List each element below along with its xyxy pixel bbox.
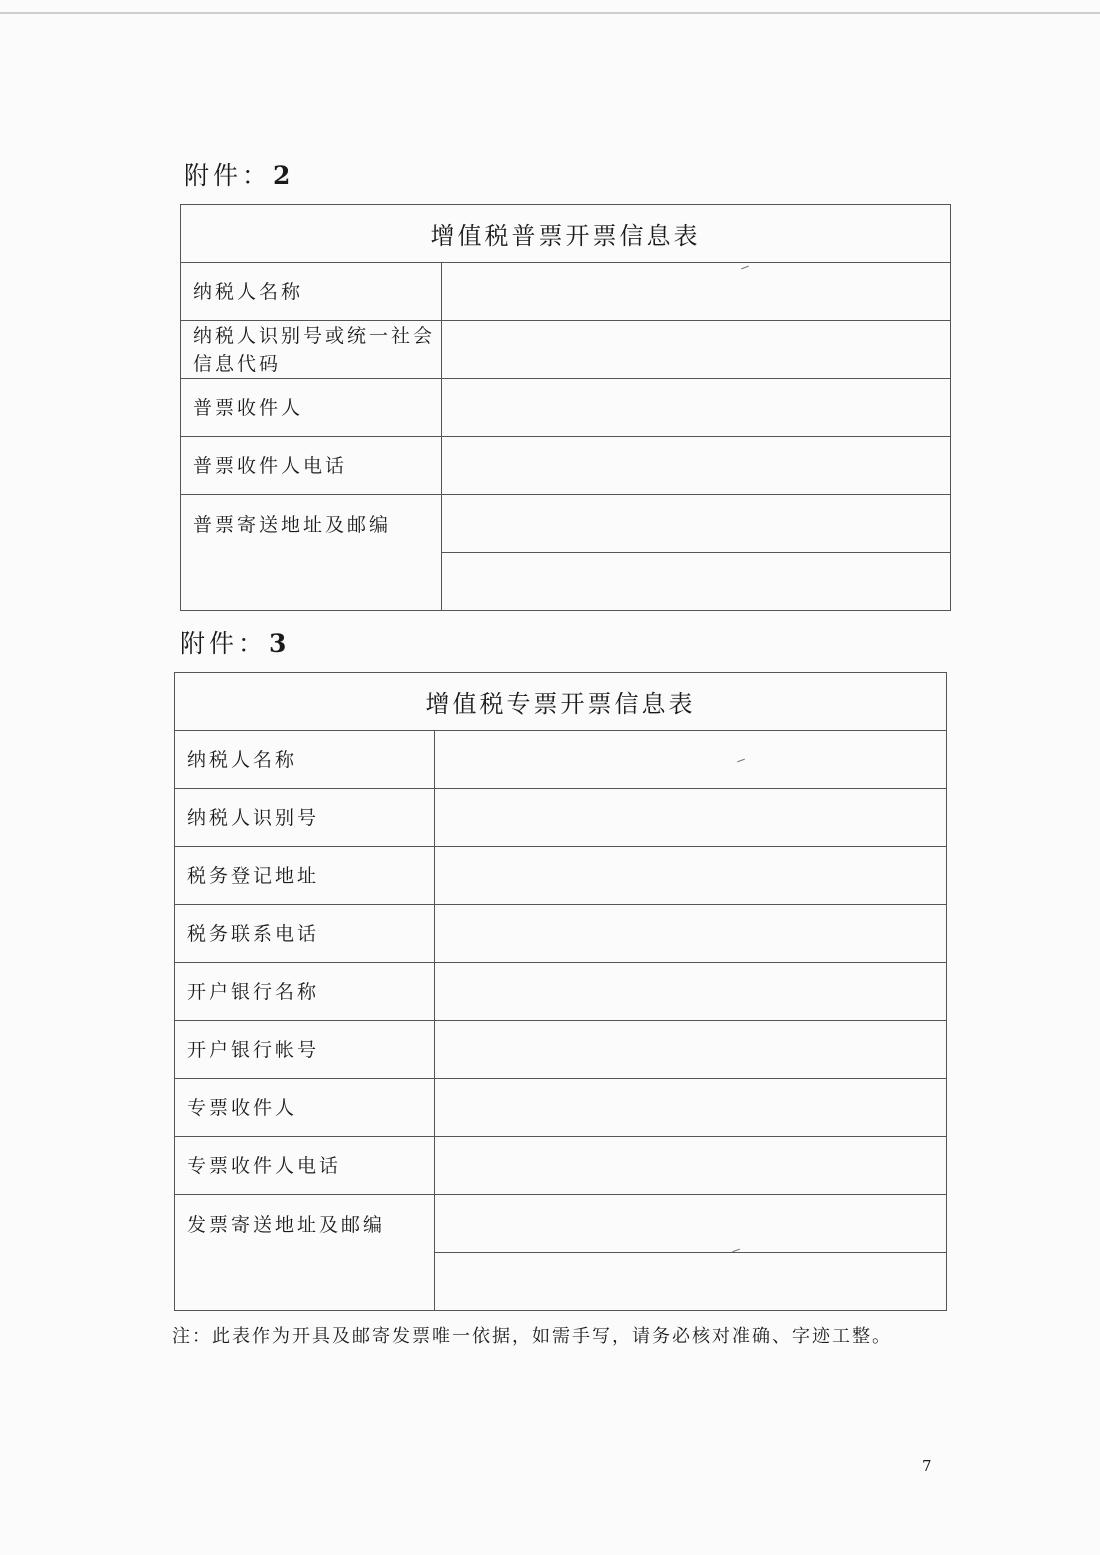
attachment-3-heading bbox=[180, 624, 290, 660]
attachment-2-heading bbox=[184, 156, 294, 192]
tax-contact-phone-label: 税务联系电话 bbox=[175, 905, 435, 963]
invoice-mailing-address-postcode-label: 发票寄送地址及邮编 bbox=[175, 1195, 435, 1311]
invoice-mailing-address-field[interactable] bbox=[435, 1195, 947, 1253]
special-taxpayer-name-label: 纳税人名称 bbox=[175, 731, 435, 789]
tax-registration-address-field[interactable] bbox=[435, 847, 947, 905]
taxpayer-name-field[interactable] bbox=[442, 263, 951, 321]
bank-name-field[interactable] bbox=[435, 963, 947, 1021]
bank-account-label: 开户银行帐号 bbox=[175, 1021, 435, 1079]
general-invoice-recipient-phone-label: 普票收件人电话 bbox=[181, 437, 442, 495]
special-invoice-info-table bbox=[174, 672, 947, 1311]
general-invoice-info-table bbox=[180, 204, 951, 611]
attachment-3-number: 3 bbox=[269, 629, 291, 658]
special-taxpayer-id-label: 纳税人识别号 bbox=[175, 789, 435, 847]
general-invoice-address-postcode-label: 普票寄送地址及邮编 bbox=[181, 495, 442, 611]
general-invoice-address-field[interactable] bbox=[442, 495, 951, 553]
general-invoice-address-field-line-2[interactable] bbox=[442, 553, 951, 611]
general-invoice-recipient-phone-field[interactable] bbox=[442, 437, 951, 495]
special-taxpayer-name-field[interactable] bbox=[435, 731, 947, 789]
special-invoice-recipient-label: 专票收件人 bbox=[175, 1079, 435, 1137]
general-invoice-recipient-label: 普票收件人 bbox=[181, 379, 442, 437]
tax-registration-address-label: 税务登记地址 bbox=[175, 847, 435, 905]
invoice-mailing-address-field-line-2[interactable] bbox=[435, 1253, 947, 1311]
tax-contact-phone-field[interactable] bbox=[435, 905, 947, 963]
general-invoice-recipient-field[interactable] bbox=[442, 379, 951, 437]
page-number: 7 bbox=[922, 1457, 932, 1475]
special-invoice-recipient-phone-field[interactable] bbox=[435, 1137, 947, 1195]
special-invoice-recipient-phone-label: 专票收件人电话 bbox=[175, 1137, 435, 1195]
bank-name-label: 开户银行名称 bbox=[175, 963, 435, 1021]
attachment-2-number: 2 bbox=[273, 161, 295, 190]
footnote: 注：此表作为开具及邮寄发票唯一依据，如需手写，请务必核对准确、字迹工整。 bbox=[172, 1326, 892, 1347]
taxpayer-id-or-credit-code-label: 纳税人识别号或统一社会信息代码 bbox=[181, 321, 442, 379]
special-taxpayer-id-field[interactable] bbox=[435, 789, 947, 847]
taxpayer-name-label: 纳税人名称 bbox=[181, 263, 442, 321]
page-edge bbox=[0, 12, 1100, 14]
special-invoice-recipient-field[interactable] bbox=[435, 1079, 947, 1137]
general-invoice-table-title: 增值税普票开票信息表 bbox=[181, 205, 951, 263]
attachment-2-heading-text: 附件： bbox=[184, 161, 272, 190]
special-invoice-table-title: 增值税专票开票信息表 bbox=[175, 673, 947, 731]
attachment-3-heading-text: 附件： bbox=[180, 629, 268, 658]
bank-account-field[interactable] bbox=[435, 1021, 947, 1079]
taxpayer-id-or-credit-code-field[interactable] bbox=[442, 321, 951, 379]
